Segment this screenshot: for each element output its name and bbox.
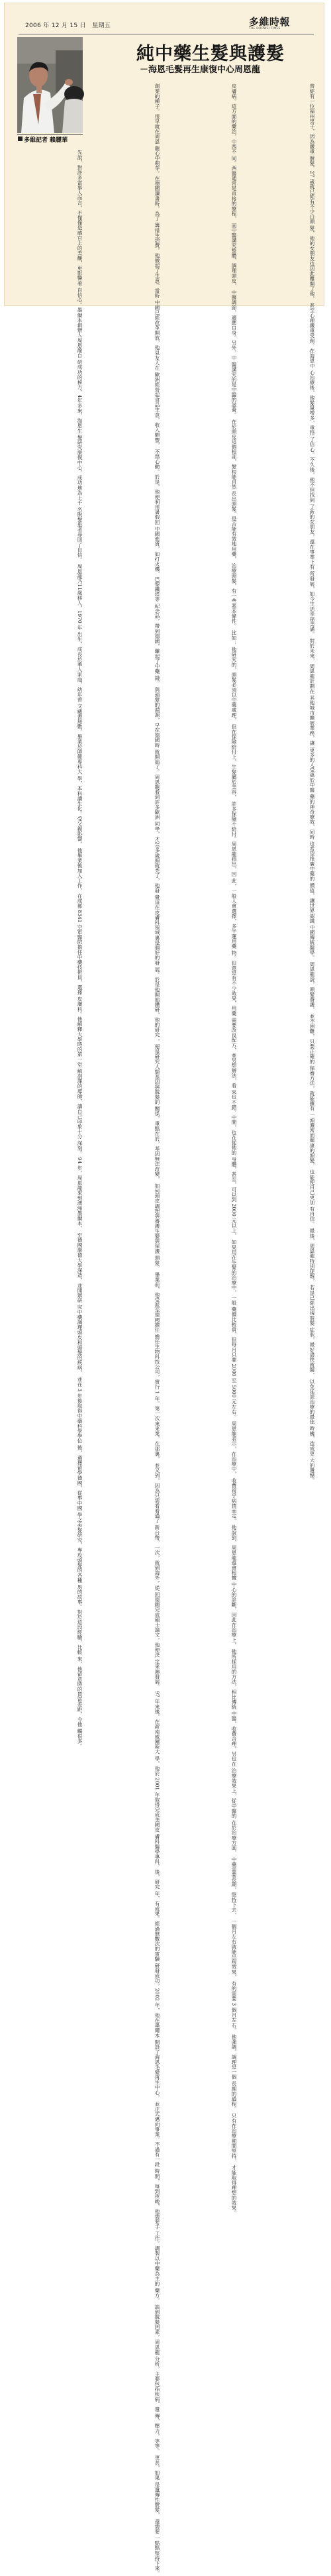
column-line: 保養方法，就能擁有 bbox=[309, 1065, 315, 1111]
column-line: 更多的人受惠於中醫 bbox=[309, 747, 315, 792]
column-line: 空軍醫院擔任中藥技術員，選擇 bbox=[77, 924, 83, 995]
column-line: 學，本科讀生化。受父親影響， bbox=[77, 775, 83, 847]
column-line: 所發展，如今生活幸福美滿。 bbox=[309, 570, 315, 637]
column-line: 了新的女朋友，還在事業上有 bbox=[309, 504, 315, 570]
column-line: 分析，主要包括疾病、遺 bbox=[154, 2356, 160, 2412]
column-line: 長期的過程。 bbox=[231, 2081, 237, 2112]
column-line: 收費視乎病情而定。 bbox=[231, 1477, 237, 1524]
column-line: 曾經有一位福州男子，因為嚴重 bbox=[309, 83, 315, 154]
column-line: 並在 3 年後取得中藥科學學位 bbox=[77, 1376, 83, 1444]
column-line: 而中醫講究整體，調理頭皮， bbox=[231, 223, 237, 288]
column-line: 學，他於 2001 年取得完成美國皮 bbox=[154, 1756, 160, 1833]
column-line: 藥價比較貴，但每月只要 bbox=[231, 1307, 237, 1362]
column-line: 學之美髮研究，專攻頭髮的各種 bbox=[77, 1512, 83, 1583]
newspaper-name: 多維時報 bbox=[249, 16, 291, 28]
column-line: 工作。調製以中藥為主的 bbox=[154, 2230, 160, 2286]
column-line: 2000 至 5000 元左右。 bbox=[231, 1364, 237, 1420]
column-line: 定來澳發展。 bbox=[154, 1658, 160, 1690]
column-line: 心治療後，他髮量增多，重拾 bbox=[309, 370, 315, 435]
column-line: 如何頭皮調理與養護生髮與保護 bbox=[154, 1183, 160, 1254]
column-line: 他所採用的方法，相比傳統 bbox=[231, 1648, 237, 1709]
portrait-image bbox=[17, 37, 83, 133]
column-line: 症狀，最好盡快就醫， bbox=[309, 1326, 315, 1377]
newspaper-tagline: THE DUOWEI TIMES bbox=[249, 27, 281, 30]
column-line: 甚至心理嚴重受創。在海恩中 bbox=[309, 302, 315, 368]
column-line: 在於頭皮這個根部，髮根能自然 bbox=[231, 419, 237, 490]
column-line: 他研究的，頭髮必須以中藥處理， bbox=[231, 647, 237, 723]
column-line: 覺這在皮膚科領域裏是個好的發 bbox=[154, 894, 160, 965]
column-line: 髮，他的女朋友也因此離開了他， bbox=[309, 225, 315, 301]
column-line: 1 年。第一次來來業，在那裏， bbox=[154, 1391, 160, 1462]
column-line: 時間，每到夜晚，他需要手 bbox=[154, 2168, 160, 2229]
column-line: 有的需要 3 個月左右。 bbox=[231, 1980, 237, 2033]
column-line: 回德國完成碩士論文，他便決 bbox=[154, 1591, 160, 1658]
column-line: 脫髮，27 歲就已經有不少白頭 bbox=[309, 155, 315, 225]
column-line: 皮膚科。他解釋大學時的第一堂 bbox=[77, 996, 83, 1067]
column-line: 新台幣，一次，就到海外，從 bbox=[154, 1525, 160, 1591]
portrait-photo bbox=[17, 37, 83, 133]
column-line: 一頭濃密而健康的頭髮， bbox=[309, 1112, 315, 1168]
column-line: 若是已經出現脫髮 bbox=[309, 1285, 315, 1326]
column-line: 他畢業後加入工作，在成都 8341 bbox=[77, 847, 83, 923]
column-line: 至德國康德大學深造，並開辦研 bbox=[77, 1232, 83, 1303]
article-column-middle bbox=[86, 83, 160, 2576]
column-line: 身體，甚至，可以到 2000 元以上， bbox=[231, 1156, 237, 1238]
column-line: 治療效果上，從中醫的 bbox=[231, 1768, 237, 1819]
column-line: 創業的種子。很早就在周恩 bbox=[154, 83, 160, 144]
column-line: 此，一般人會選擇，多半運用藥 bbox=[231, 878, 237, 949]
column-line: 周恩龍說，頭髮養護， bbox=[309, 961, 315, 1012]
column-line: 其他城市擴展業務，讓 bbox=[309, 695, 315, 746]
column-line: 深刻。 bbox=[77, 1140, 83, 1156]
column-line: 中心的診斷，因此在治療上， bbox=[231, 1582, 237, 1648]
column-line: 皮膚病。這方面的藥治，中西不 bbox=[231, 83, 237, 154]
column-line: 馬的故事。對於這段經驗，比較 bbox=[77, 1584, 83, 1655]
column-line: 94 年，周恩龍來到澳洲墨爾本， bbox=[77, 1157, 83, 1231]
column-line: 有自信。 bbox=[309, 1206, 315, 1227]
column-line: 文藏書無數，畢業於師範專科大 bbox=[77, 704, 83, 775]
column-line: 自信心。墨爾本創辦人周恩龍自 bbox=[77, 287, 83, 358]
column-line: 大的遺憾。 bbox=[309, 1458, 315, 1483]
column-line: 價值，讓世界認識 bbox=[309, 883, 315, 924]
column-line: 才能取得理想的效果。 bbox=[231, 2165, 237, 2216]
column-line: 藥方。 bbox=[154, 2287, 160, 2303]
issue-date: 2006 年 12 月 15 日 星期五 bbox=[25, 23, 111, 29]
column-line: 藥的神奇療效，同時 bbox=[309, 794, 315, 839]
column-line: 後，選擇留學德國，從事中國 bbox=[77, 1445, 83, 1511]
headline-title: 純中藥生髮與護髮 bbox=[136, 44, 285, 64]
masthead bbox=[4, 3, 324, 40]
column-line: 來也不錯。中間，也在從他的 bbox=[231, 1089, 237, 1155]
column-line: 來，他留意時的貨富差距，令他 bbox=[77, 1656, 83, 1727]
column-line: 研發成功，2002 年，他在墨爾本 bbox=[154, 1962, 160, 2038]
article-column-right bbox=[163, 83, 237, 2216]
column-line: 也能使自己更加 bbox=[309, 1169, 315, 1205]
column-line: 中醫，收費合理，另也在 bbox=[231, 1711, 237, 1766]
column-line: 對於未來，周恩龍計劃在 bbox=[309, 638, 315, 694]
photo-caption: 多維記者 賴麗華 bbox=[24, 137, 68, 144]
column-line: 他說到，周恩龍還會根據 bbox=[231, 1525, 237, 1581]
column-line: 同。西醫通常是直接的療程， bbox=[231, 155, 237, 221]
column-line: 紀念品，帶到德國，賺起了中藥 bbox=[154, 603, 160, 674]
column-line: 擔任生物科技公司，實行 bbox=[154, 1334, 160, 1389]
column-line: 以免延誤治療的最佳 bbox=[309, 1379, 315, 1424]
column-line: 治療頭髮，有一些基本條件。 bbox=[231, 563, 237, 629]
column-line: 比如： bbox=[231, 630, 237, 645]
column-line: 解剖課的導師，讓自己印象十分 bbox=[77, 1068, 83, 1140]
column-line: 更甚，如果 bbox=[154, 2455, 160, 2481]
column-line: 開設了海恩毛髮再生中心， bbox=[154, 2039, 160, 2100]
column-line: 談到脫髮因素，周恩龍 bbox=[154, 2304, 160, 2355]
column-line: 研成功的秘方，4年多來，海恩生 bbox=[77, 359, 83, 433]
column-line: ，便是研究人類基因與脫髮的 bbox=[154, 1039, 160, 1104]
column-line: 究中藥調理頭皮和頭髮的疾病， bbox=[77, 1304, 83, 1375]
column-line: 年，有成果。經過無數次的實驗 bbox=[154, 1890, 160, 1962]
square-bullet-icon bbox=[18, 136, 23, 141]
column-line: 中國已經改革開放，他見友人在 bbox=[154, 299, 160, 370]
column-line: 並不困難，只要正確的 bbox=[309, 1013, 315, 1064]
column-line: 只有在治療期間堅持， bbox=[231, 2113, 237, 2164]
column-line: 並又到，因為只需看看過了 bbox=[154, 1462, 160, 1524]
column-line: 先說，對許多當事人而言，不僅僅是感官上的美觀，更影響着 bbox=[77, 150, 83, 286]
column-line: 膚科醫學專科，後，研究 bbox=[154, 1833, 160, 1890]
column-line: 觸很多。 bbox=[77, 1728, 83, 1749]
column-line: 歐洲經營起食品生意，收入頗豐， bbox=[154, 372, 160, 448]
column-line: 頭髮。 bbox=[154, 1255, 160, 1271]
column-line: 傳、壓力，等等。 bbox=[154, 2413, 160, 2454]
column-line: 也希望推廣中藥的 bbox=[309, 841, 315, 882]
column-line: 物。但還是有不少效果，用藥 bbox=[231, 950, 237, 1016]
column-line: 醫講究的是中醫的滋養。 bbox=[231, 362, 237, 417]
column-line: 周恩龍表示，在治療中， bbox=[231, 1421, 237, 1477]
column-line: 97 年來後，在新南威爾斯大 bbox=[154, 1690, 160, 1754]
photo-caption-bar bbox=[17, 134, 83, 146]
column-line: 錢。 bbox=[154, 675, 160, 686]
article-column-far-right bbox=[241, 83, 315, 1483]
column-line: 長出頭髮。是否能有效地用藥， bbox=[231, 490, 237, 562]
column-line: 並正式邁向事業。不過有一段 bbox=[154, 2101, 160, 2167]
column-line: 中國傳統醫學。 bbox=[309, 924, 315, 960]
column-line: 同學，才20多歲頭就禿了，他發 bbox=[154, 821, 160, 893]
column-line: 需要改良配方，並另想辦法，看 bbox=[231, 1017, 237, 1089]
column-line: 還需要 bbox=[154, 2518, 160, 2534]
column-line: 畢業前，他受派至德國擔任 bbox=[154, 1271, 160, 1332]
column-line: 周恩龍乃11歲移人，1970 年 bbox=[77, 563, 83, 630]
column-line: 不禁心動。於是，他便利用暑假回 bbox=[154, 449, 160, 525]
column-line: 在於治療方面， bbox=[231, 1819, 237, 1856]
column-line: 他強調，調理是一個 bbox=[231, 2034, 237, 2080]
column-line: 與頭髮的淵源，早在德國時 bbox=[154, 687, 160, 748]
column-line: 龍心中萌芽。在德國讀書時，為了 bbox=[154, 145, 160, 221]
column-line: 展。於是他開始鑽研，他的研究 bbox=[154, 967, 160, 1038]
column-line: 髮研究康復中心，成功地為上千 bbox=[77, 435, 83, 506]
headline-subtitle: －海恩毛髮再生康復中心周恩龍 bbox=[140, 65, 261, 75]
column-line: 一個月左右就能出現效果， bbox=[231, 1919, 237, 1980]
newspaper-clipping bbox=[4, 3, 324, 2576]
column-line: 但在保險給付上，生髮屬於美容， bbox=[231, 724, 237, 800]
column-line: 最後，周恩龍特別提醒， bbox=[309, 1228, 315, 1284]
column-line: 一點點堅持下來。 bbox=[154, 2535, 160, 2576]
column-line: 出生，成長於華人家庭，幼年曾 bbox=[77, 631, 83, 702]
column-line: 如果用在生髮的治療中，一般 bbox=[231, 1240, 237, 1305]
column-line: 時機，造成更 bbox=[309, 1426, 315, 1456]
article-column-left bbox=[17, 150, 83, 1749]
column-line: 了信心。不久後，他不但找到 bbox=[309, 437, 315, 503]
column-line: 許多保險不給付。周恩龍指出，因 bbox=[231, 801, 237, 877]
column-line: 關係，重點在於，基因無法改變， bbox=[154, 1106, 160, 1182]
column-line: 籌措生活費，他做起了生意。當時 bbox=[154, 223, 160, 299]
column-line: 是遺傳性脫髮， bbox=[154, 2481, 160, 2518]
column-line: 就開始了。周恩龍看到許多歐洲 bbox=[154, 749, 160, 820]
column-line: 名脫髮患者尋回了自信。 bbox=[77, 506, 83, 563]
column-line: 中藥需要長期，堅持下去， bbox=[231, 1856, 237, 1917]
column-line: 中國進貨，如打火機、巴黎鐵塔等 bbox=[154, 526, 160, 602]
column-line: 中醫調節，適應自身。另外，中 bbox=[231, 290, 237, 360]
